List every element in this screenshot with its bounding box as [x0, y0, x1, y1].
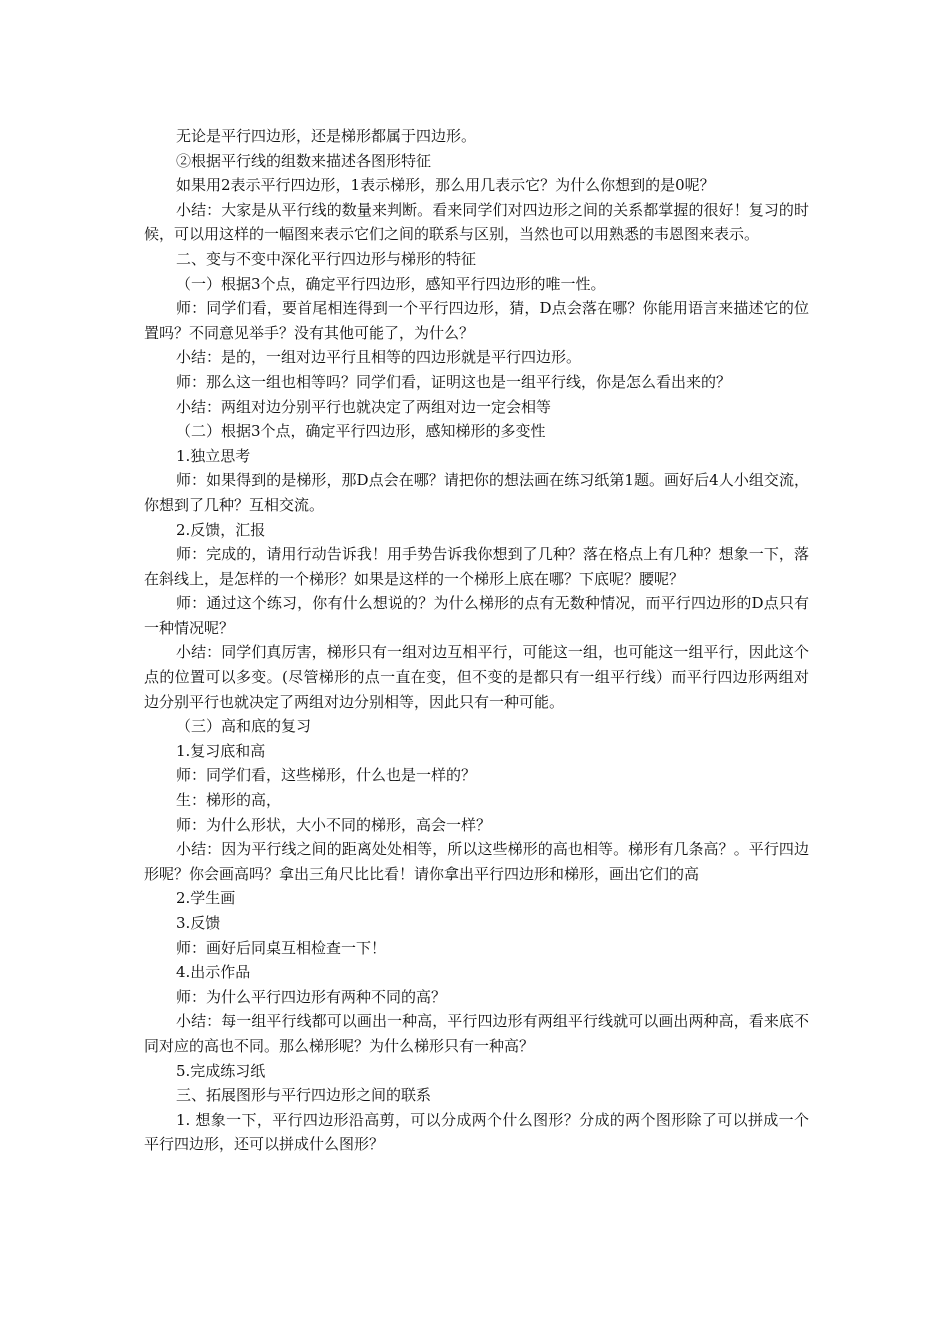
paragraph: 师：为什么平行四边形有两种不同的高？ — [176, 987, 447, 1006]
paragraph: 生：梯形的高， — [176, 791, 282, 810]
step-heading: 5.完成练习纸 — [176, 1061, 266, 1080]
paragraph: 师：那么这一组也相等吗？同学们看，证明这也是一组平行线，你是怎么看出来的？ — [176, 372, 732, 391]
paragraph: 师：为什么形状，大小不同的梯形，高会一样？ — [176, 815, 492, 834]
subsection-heading: （三）高和底的复习 — [176, 717, 312, 736]
paragraph: 师：同学们看，这些梯形，什么也是一样的？ — [176, 766, 477, 785]
document-body — [144, 124, 809, 1157]
paragraph: 1. 想象一下，平行四边形沿高剪，可以分成两个什么图形？分成的两个图形除了可以拼成一个平行四边形，还可以拼成什么图形？ — [144, 1110, 809, 1154]
step-heading: 3.反馈 — [176, 914, 221, 932]
paragraph: 小结：大家是从平行线的数量来判断。看来同学们对四边形之间的关系都掌握的很好！复习的时候，可以用这样的一幅图来表示它们之间的联系与区别，当然也可以用熟悉的韦恩图来表示。 — [144, 200, 809, 244]
paragraph: 小结：每一组平行线都可以画出一种高，平行四边形有两组平行线就可以画出两种高，看来底不同对应的高也不同。那么梯形呢？为什么梯形只有一种高？ — [144, 1012, 809, 1055]
step-heading: 4.出示作品 — [176, 963, 251, 982]
paragraph: 师：通过这个练习，你有什么想说的？为什么梯形的点有无数种情况，而平行四边形的D点只有一种情况呢？ — [144, 594, 809, 637]
paragraph: 无论是平行四边形，还是梯形都属于四边形。 — [176, 127, 477, 145]
paragraph: 师：同学们看，要首尾相连得到一个平行四边形，猜，D点会落在哪？你能用语言来描述它的位置吗？不同意见举手？没有其他可能了，为什么？ — [144, 299, 809, 342]
paragraph: 如果用2表示平行四边形，1表示梯形，那么用几表示它？为什么你想到的是0呢？ — [176, 176, 715, 195]
paragraph: ②根据平行线的组数来描述各图形特征 — [176, 151, 432, 170]
step-heading: 2.学生画 — [176, 889, 236, 908]
paragraph: 小结：因为平行线之间的距离处处相等，所以这些梯形的高也相等。梯形有几条高？。平行四边形呢？你会画高吗？拿出三角尺比比看！请你拿出平行四边形和梯形，画出它们的高 — [144, 840, 809, 883]
step-heading: 1.复习底和高 — [176, 741, 266, 760]
subsection-heading: （一）根据3个点，确定平行四边形，感知平行四边形的唯一性。 — [176, 274, 606, 293]
paragraph: 师：画好后同桌互相检查一下！ — [176, 938, 387, 957]
paragraph: 小结：同学们真厉害，梯形只有一组对边互相平行，可能这一组，也可能这一组平行，因此这个点的位置可以多变。(尽管梯形的点一直在变，但不变的是都只有一组平行线）而平行四边形两组对边分别平行也就决定了两组对边分别相等，因此只有一种可能。 — [144, 643, 809, 711]
paragraph: 小结：两组对边分别平行也就决定了两组对边一定会相等 — [176, 397, 552, 416]
paragraph: 师：如果得到的是梯形，那D点会在哪？请把你的想法画在练习纸第1题。画好后4人小组交流，你想到了几种？互相交流。 — [144, 471, 809, 514]
section-heading: 二、变与不变中深化平行四边形与梯形的特征 — [176, 249, 477, 268]
step-heading: 2.反馈，汇报 — [176, 520, 266, 539]
paragraph: 师：完成的，请用行动告诉我！用手势告诉我你想到了几种？落在格点上有几种？想象一下，落在斜线上，是怎样的一个梯形？如果是这样的一个梯形上底在哪？下底呢？腰呢？ — [144, 545, 809, 588]
subsection-heading: （二）根据3个点，确定平行四边形，感知梯形的多变性 — [176, 422, 546, 441]
paragraph: 小结：是的，一组对边平行且相等的四边形就是平行四边形。 — [176, 348, 582, 367]
step-heading: 1.独立思考 — [176, 446, 251, 465]
section-heading: 三、拓展图形与平行四边形之间的联系 — [176, 1086, 432, 1105]
